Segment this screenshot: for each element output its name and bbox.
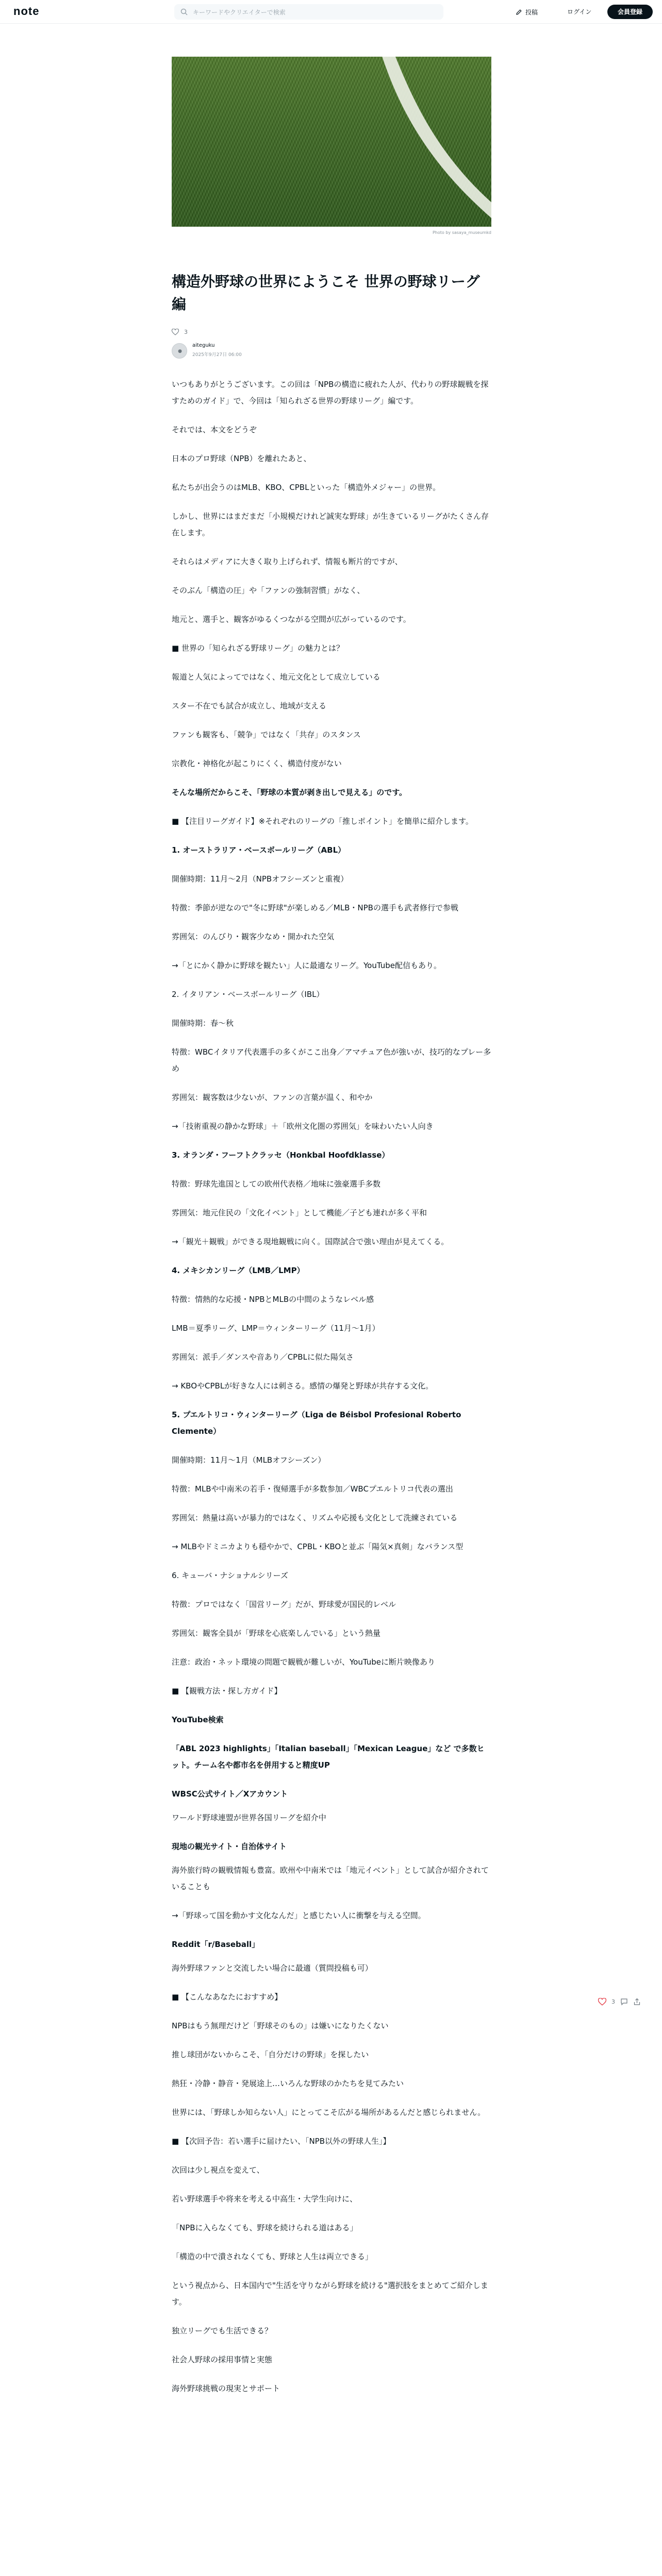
paragraph: 独立リーグでも生活できる？ xyxy=(172,2326,273,2335)
subheading xyxy=(172,1786,491,1802)
search-icon xyxy=(180,8,188,15)
bold-text: YouTube検索 xyxy=(172,1715,224,1724)
league-heading: 6. キューバ・ナショナルシリーズ xyxy=(172,1571,288,1580)
paragraph: 特徴：MLBや中南米の若手・復帰選手が多数参加／WBCプエルトリコ代表の選出 xyxy=(172,1484,453,1494)
like-row xyxy=(172,327,188,337)
paragraph: 「NPBに入らなくても、野球を続けられる道はある」 xyxy=(172,2223,358,2232)
paragraph: 特徴：野球先進国としての欧州代表格／地味に強豪選手多数 xyxy=(172,1179,381,1189)
paragraph: 雰囲気：地元住民の「文化イベント」として機能／子ども連れが多く平和 xyxy=(172,1208,427,1217)
field-chalk-line xyxy=(172,57,491,227)
paragraph: 雰囲気：熱量は高いが暴力的ではなく、リズムや応援も文化として洗練されている xyxy=(172,1513,458,1522)
paragraph: スター不在でも試合が成立し、地域が支える xyxy=(172,701,327,710)
paragraph: 海外野球ファンと交流したい場合に最適（質問投稿も可） xyxy=(172,1963,373,1973)
paragraph: 特徴：WBCイタリア代表選手の多くがここ出身／アマチュア色が強いが、技巧的なプレー多め xyxy=(172,1047,491,1073)
paragraph: 海外旅行時の観戦情報も豊富。欧州や中南米では「地元イベント」として試合が紹介されていることも xyxy=(172,1866,489,1891)
publish-date: 2025年9月27日 06:00 xyxy=(192,352,242,358)
paragraph: 世界には、「野球しか知らない人」にとってこそ広がる場所があるんだと感じられません。 xyxy=(172,2108,486,2117)
section-heading: ■ 【注目リーグガイド】※それぞれのリーグの「推しポイント」を簡単に紹介します。 xyxy=(172,817,473,826)
site-header xyxy=(0,0,662,24)
bold-text: そんな場所だからこそ、「野球の本質が剥き出しで見える」のです。 xyxy=(172,788,407,797)
paragraph: 若い野球選手や将来を考える中高生・大学生向けに、 xyxy=(172,2194,358,2204)
paragraph-bold xyxy=(172,784,491,801)
paragraph: そのぶん「構造の圧」や「ファンの強制習慣」がなく、 xyxy=(172,586,365,595)
hero-image xyxy=(172,57,491,227)
paragraph: 開催時期：11月〜1月（MLBオフシーズン） xyxy=(172,1455,326,1465)
bold-text: Reddit「r/Baseball」 xyxy=(172,1940,260,1949)
paragraph: 熱狂・冷静・静音・発展途上…いろんな野球のかたちを見てみたい xyxy=(172,2079,404,2088)
paragraph: → MLBやドミニカよりも穏やかで、CPBL・KBOと並ぶ「陽気×真剣」なバランス型 xyxy=(172,1542,464,1551)
paragraph: →「観光＋観戦」ができる現地観戦に向く。国際試合で強い理由が見えてくる。 xyxy=(172,1237,449,1246)
paragraph: →「野球って国を動かす文化なんだ」と感じたい人に衝撃を与える空間。 xyxy=(172,1911,426,1920)
section-heading: ■ 【こんなあなたにおすすめ】 xyxy=(172,1992,283,2002)
login-button[interactable]: ログイン xyxy=(567,8,592,15)
paragraph: 宗教化・神格化が起こりにくく、構造付度がない xyxy=(172,759,342,768)
paragraph: ワールド野球連盟が世界各国リーグを紹介中 xyxy=(172,1813,326,1822)
article-body xyxy=(172,376,491,2409)
like-count: 3 xyxy=(184,328,188,335)
note-logo[interactable]: note xyxy=(13,5,40,18)
search-box[interactable] xyxy=(174,4,443,20)
paragraph: 「構造の中で潰されなくても、野球と人生は両立できる」 xyxy=(172,2252,373,2261)
paragraph: それでは、本文をどうぞ xyxy=(172,425,257,434)
paragraph: 雰囲気：派手／ダンスや音あり／CPBLに似た陽気さ xyxy=(172,1352,354,1362)
paragraph: →「技術重視の静かな野球」＋「欧州文化圏の雰囲気」を味わいたい人向き xyxy=(172,1122,434,1131)
league-heading xyxy=(172,1406,491,1439)
share-icon[interactable] xyxy=(633,1998,641,2006)
bold-text: 5. プエルトリコ・ウィンターリーグ（Liga de Béisbol Profesional Roberto Clemente） xyxy=(172,1410,461,1436)
paragraph: 雰囲気：観客全員が「野球を心底楽しんでいる」という熱量 xyxy=(172,1629,381,1638)
league-heading xyxy=(172,842,491,858)
bold-text: 「ABL 2023 highlights」「Italian baseball」「Mexican League」など で多数ヒット。チーム名や都市名を併用すると精度UP xyxy=(172,1744,485,1770)
search-placeholder: キーワードやクリエイターで検索 xyxy=(193,9,286,16)
avatar[interactable] xyxy=(172,343,187,359)
heart-icon[interactable] xyxy=(172,329,179,335)
paragraph: 海外野球挑戦の現実とサポート xyxy=(172,2384,280,2393)
avatar-initial-icon: ● xyxy=(178,349,182,354)
section-heading: ■ 【次回予告：若い選手に届けたい、「NPB以外の野球人生」】 xyxy=(172,2137,391,2146)
league-heading xyxy=(172,1262,491,1279)
subheading xyxy=(172,1711,491,1728)
paragraph: 特徴：情熱的な応援・NPBとMLBの中間のようなレベル感 xyxy=(172,1295,374,1304)
hero-caption: Photo by sasaya_museumkd xyxy=(432,230,491,235)
author-name[interactable]: aiteguku xyxy=(192,343,215,348)
post-button[interactable] xyxy=(516,5,538,19)
subheading xyxy=(172,1838,491,1855)
bold-text: 4. メキシカンリーグ（LMB／LMP） xyxy=(172,1266,305,1275)
paragraph: という視点から、日本国内で"生活を守りながら野球を続ける"選択肢をまとめてご紹介します。 xyxy=(172,2281,488,2307)
paragraph: → KBOやCPBLが好きな人には刺さる。感情の爆発と野球が共存する文化。 xyxy=(172,1381,434,1391)
article-title: 構造外野球の世界にようこそ 世界の野球リーグ編 xyxy=(172,273,480,313)
bold-text: 1. オーストラリア・ベースボールリーグ（ABL） xyxy=(172,845,346,855)
league-heading: 2. イタリアン・ベースボールリーグ（IBL） xyxy=(172,990,324,999)
section-heading: ■ 世界の「知られざる野球リーグ」の魅力とは？ xyxy=(172,643,344,653)
paragraph: 私たちが出会うのはMLB、KBO、CPBLといった「構造外メジャー」の世界。 xyxy=(172,483,441,492)
signup-button[interactable]: 会員登録 xyxy=(607,5,653,19)
bold-text: 3. オランダ・フーフトクラッセ（Honkbal Hoofdklasse） xyxy=(172,1150,390,1160)
paragraph: 次回は少し視点を変えて、 xyxy=(172,2165,264,2175)
paragraph: 特徴：季節が逆なので"冬に野球"が楽しめる／MLB・NPBの選手も武者修行で参戦 xyxy=(172,903,458,912)
paragraph: それらはメディアに大きく取り上げられず、情報も断片的ですが、 xyxy=(172,557,403,566)
paragraph: 地元と、選手と、観客がゆるくつながる空間が広がっているのです。 xyxy=(172,615,411,624)
subheading xyxy=(172,1936,491,1953)
bold-text: WBSC公式サイト／Xアカウント xyxy=(172,1789,288,1799)
post-label: 投稿 xyxy=(525,8,538,16)
paragraph: 社会人野球の採用事情と実態 xyxy=(172,2355,273,2364)
paragraph: 推し球団がないからこそ、「自分だけの野球」を探したい xyxy=(172,2050,369,2059)
paragraph xyxy=(172,1740,491,1773)
paragraph: 雰囲気：観客数は少ないが、ファンの言葉が温く、和やか xyxy=(172,1093,373,1102)
paragraph: 注意：政治・ネット環境の問題で観戦が難しいが、YouTubeに断片映像あり xyxy=(172,1657,435,1667)
paragraph: 雰囲気：のんびり・観客少なめ・開かれた空気 xyxy=(172,932,335,941)
league-heading xyxy=(172,1147,491,1163)
floating-actions xyxy=(598,1998,641,2006)
paragraph: 開催時期：11月〜2月（NPBオフシーズンと重複） xyxy=(172,874,349,884)
bold-text: 現地の観光サイト・自治体サイト xyxy=(172,1842,287,1851)
heart-icon[interactable] xyxy=(598,1998,606,2006)
floating-like-count: 3 xyxy=(611,1998,615,2005)
paragraph: LMB＝夏季リーグ、LMP＝ウィンターリーグ（11月〜1月） xyxy=(172,1324,380,1333)
paragraph: →「とにかく静かに野球を観たい」人に最適なリーグ。YouTube配信もあり。 xyxy=(172,961,441,970)
paragraph: ファンも観客も、「競争」ではなく「共存」のスタンス xyxy=(172,730,361,739)
pencil-icon xyxy=(516,9,522,15)
paragraph: 報道と人気によってではなく、地元文化として成立している xyxy=(172,672,380,682)
comment-icon[interactable] xyxy=(620,1998,628,2006)
paragraph: いつもありがとうございます。この回は「NPBの構造に疲れた人が、代わりの野球観戦を探すためのガイド」で、今回は「知られざる世界の野球リーグ」編です。 xyxy=(172,380,489,405)
section-heading: ■ 【観戦方法・探し方ガイド】 xyxy=(172,1686,282,1696)
paragraph: 特徴：プロではなく「国営リーグ」だが、野球愛が国民的レベル xyxy=(172,1600,396,1609)
paragraph: 日本のプロ野球（NPB）を離れたあと、 xyxy=(172,454,311,463)
paragraph: 開催時期：春〜秋 xyxy=(172,1019,234,1028)
paragraph: しかし、世界にはまだまだ「小規模だけれど誠実な野球」が生きているリーグがたくさん存在します。 xyxy=(172,512,489,537)
paragraph: NPBはもう無理だけど「野球そのもの」は嫌いになりたくない xyxy=(172,2021,389,2030)
